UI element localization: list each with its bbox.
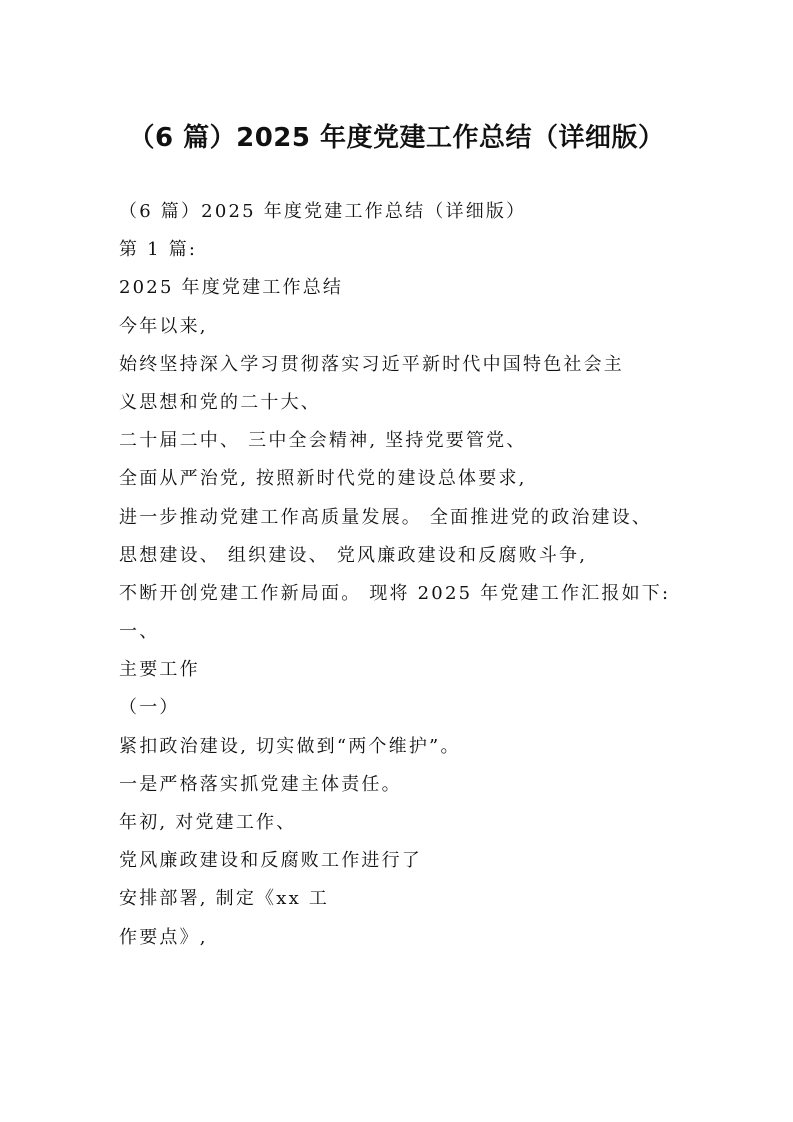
body-line: 义思想和党的二十大、	[119, 391, 321, 413]
body-line: 2025 年度党建工作总结	[119, 277, 344, 299]
body-line: 作要点》,	[119, 926, 208, 948]
body-line: 进一步推动党建工作高质量发展。 全面推进党的政治建设、	[119, 506, 653, 528]
body-line: 不断开创党建工作新局面。 现将 2025 年党建工作汇报如下:	[119, 582, 671, 604]
body-line: 全面从严治党, 按照新时代党的建设总体要求,	[119, 468, 527, 490]
body-line: 紧扣政治建设, 切实做到“两个维护”。	[119, 735, 461, 757]
body-line: 一是严格落实抓党建主体责任。	[119, 773, 402, 795]
body-line: 始终坚持深入学习贯彻落实习近平新时代中国特色社会主	[119, 353, 624, 375]
body-line: 思想建设、 组织建设、 党风廉政建设和反腐败斗争,	[119, 544, 588, 566]
body-line: 一、	[119, 621, 160, 643]
body-line: （6 篇）2025 年度党建工作总结（详细版）	[119, 201, 527, 222]
body-line: 党风廉政建设和反腐败工作进行了	[119, 850, 422, 872]
body-line: （一）	[119, 697, 180, 719]
body-line: 年初, 对党建工作、	[119, 812, 297, 833]
document-body	[119, 193, 719, 957]
body-line: 安排部署, 制定《xx 工	[119, 888, 330, 910]
body-line: 第 1 篇:	[119, 239, 198, 261]
body-line: 二十届二中、 三中全会精神, 坚持党要管党、	[119, 430, 527, 452]
body-line: 今年以来,	[119, 315, 208, 337]
document-title: （6 篇）2025 年度党建工作总结（详细版）	[128, 123, 665, 153]
section-heading: 主要工作	[119, 659, 200, 681]
